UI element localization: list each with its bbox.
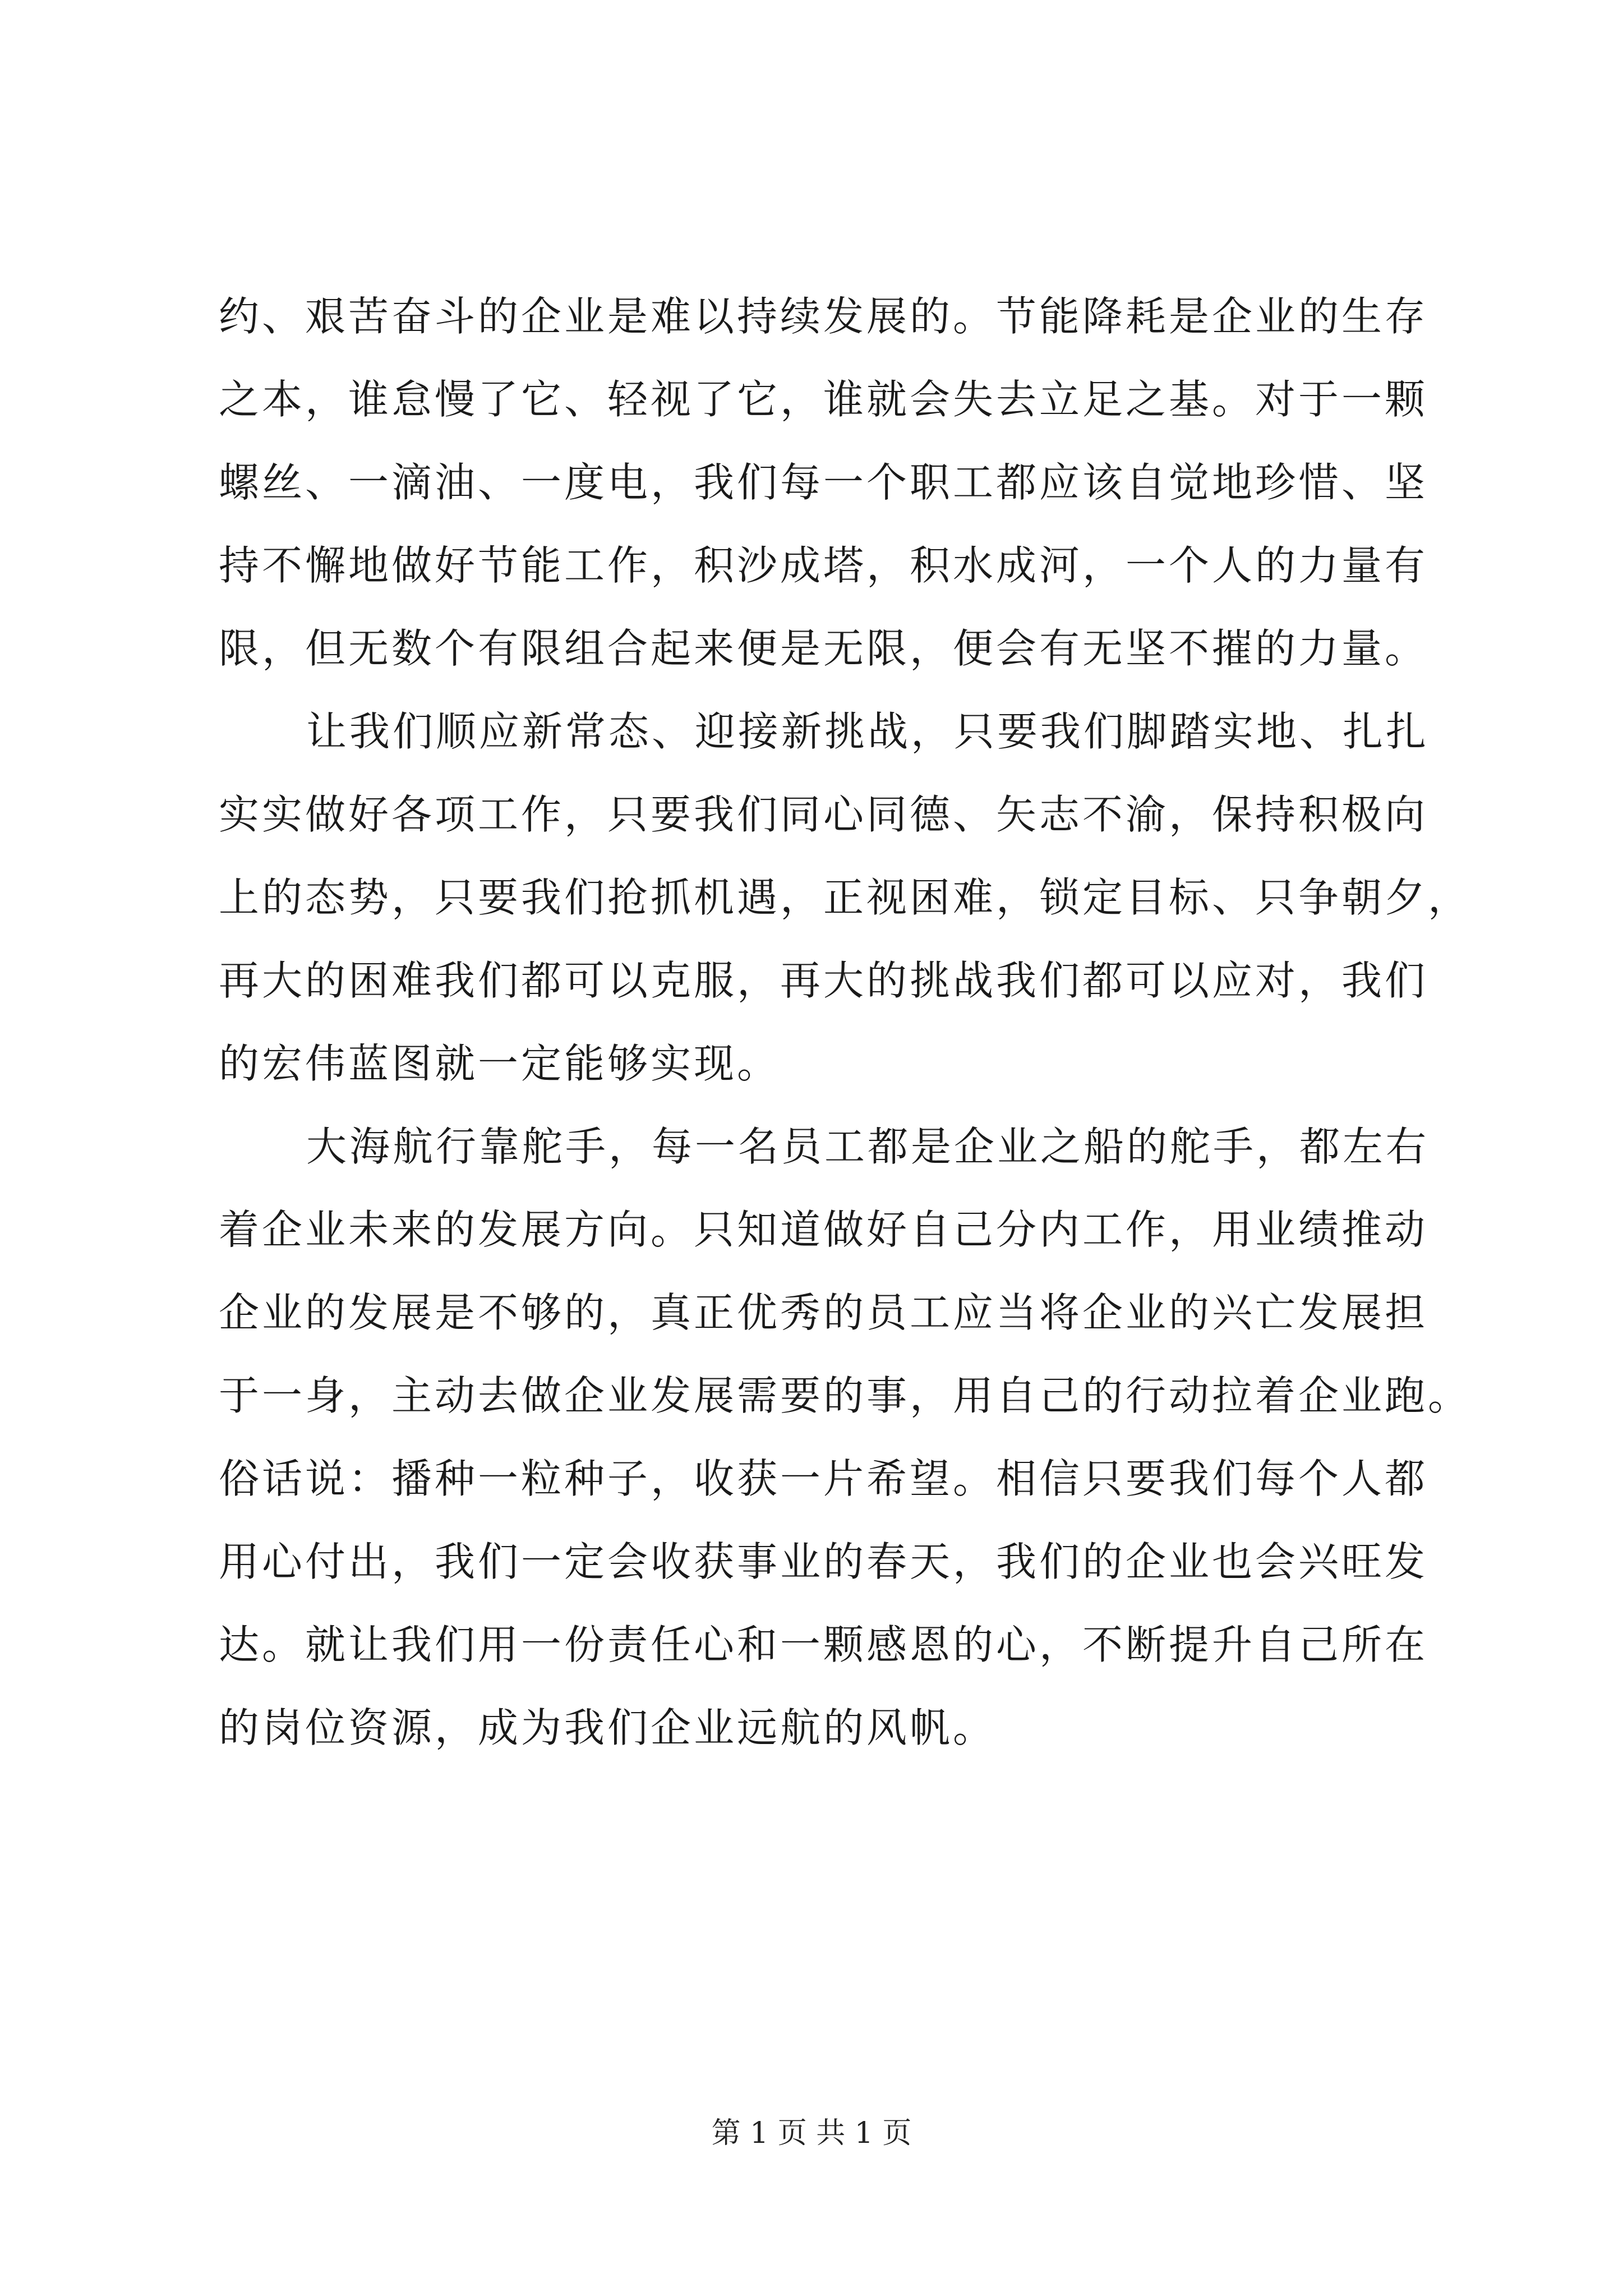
paragraph-3 [219, 1105, 1472, 1769]
document-body [219, 275, 1472, 1769]
text-line: 螺丝、一滴油、一度电，我们每一个职工都应该自觉地珍惜、坚 [219, 459, 1428, 506]
text-line: 大海航行靠舵手，每一名员工都是企业之船的舵手，都左右 [306, 1123, 1430, 1170]
text-line: 达。就让我们用一份责任心和一颗感恩的心，不断提升自己所在 [219, 1621, 1428, 1668]
text-line: 于一身，主动去做企业发展需要的事，用自己的行动拉着企业跑。 [219, 1372, 1472, 1419]
text-line: 再大的困难我们都可以克服，再大的挑战我们都可以应对，我们 [219, 957, 1428, 1004]
text-line: 限，但无数个有限组合起来便是无限，便会有无坚不摧的力量。 [219, 625, 1428, 672]
text-line: 实实做好各项工作，只要我们同心同德、矢志不渝，保持积极向 [219, 791, 1428, 838]
page-footer [0, 2114, 1623, 2153]
text-line: 之本，谁怠慢了它、轻视了它，谁就会失去立足之基。对于一颗 [219, 376, 1428, 423]
paragraph-2 [219, 690, 1472, 1105]
text-line: 俗话说：播种一粒种子，收获一片希望。相信只要我们每个人都 [219, 1455, 1428, 1502]
text-line: 持不懈地做好节能工作，积沙成塔，积水成河，一个人的力量有 [219, 542, 1428, 589]
text-line: 的宏伟蓝图就一定能够实现。 [219, 1040, 781, 1087]
text-line: 的岗位资源，成为我们企业远航的风帆。 [219, 1704, 997, 1751]
text-line: 让我们顺应新常态、迎接新挑战，只要我们脚踏实地、扎扎 [306, 708, 1430, 755]
text-line: 用心付出，我们一定会收获事业的春天，我们的企业也会兴旺发 [219, 1538, 1428, 1585]
text-line: 着企业未来的发展方向。只知道做好自己分内工作，用业绩推动 [219, 1206, 1428, 1253]
text-line: 企业的发展是不够的，真正优秀的员工应当将企业的兴亡发展担 [219, 1289, 1428, 1336]
text-line: 约、艰苦奋斗的企业是难以持续发展的。节能降耗是企业的生存 [219, 293, 1428, 340]
text-line: 上的态势，只要我们抢抓机遇，正视困难，锁定目标、只争朝夕， [219, 874, 1472, 921]
page-number: 第 1 页 共 1 页 [711, 2116, 912, 2150]
paragraph-1 [219, 275, 1428, 690]
